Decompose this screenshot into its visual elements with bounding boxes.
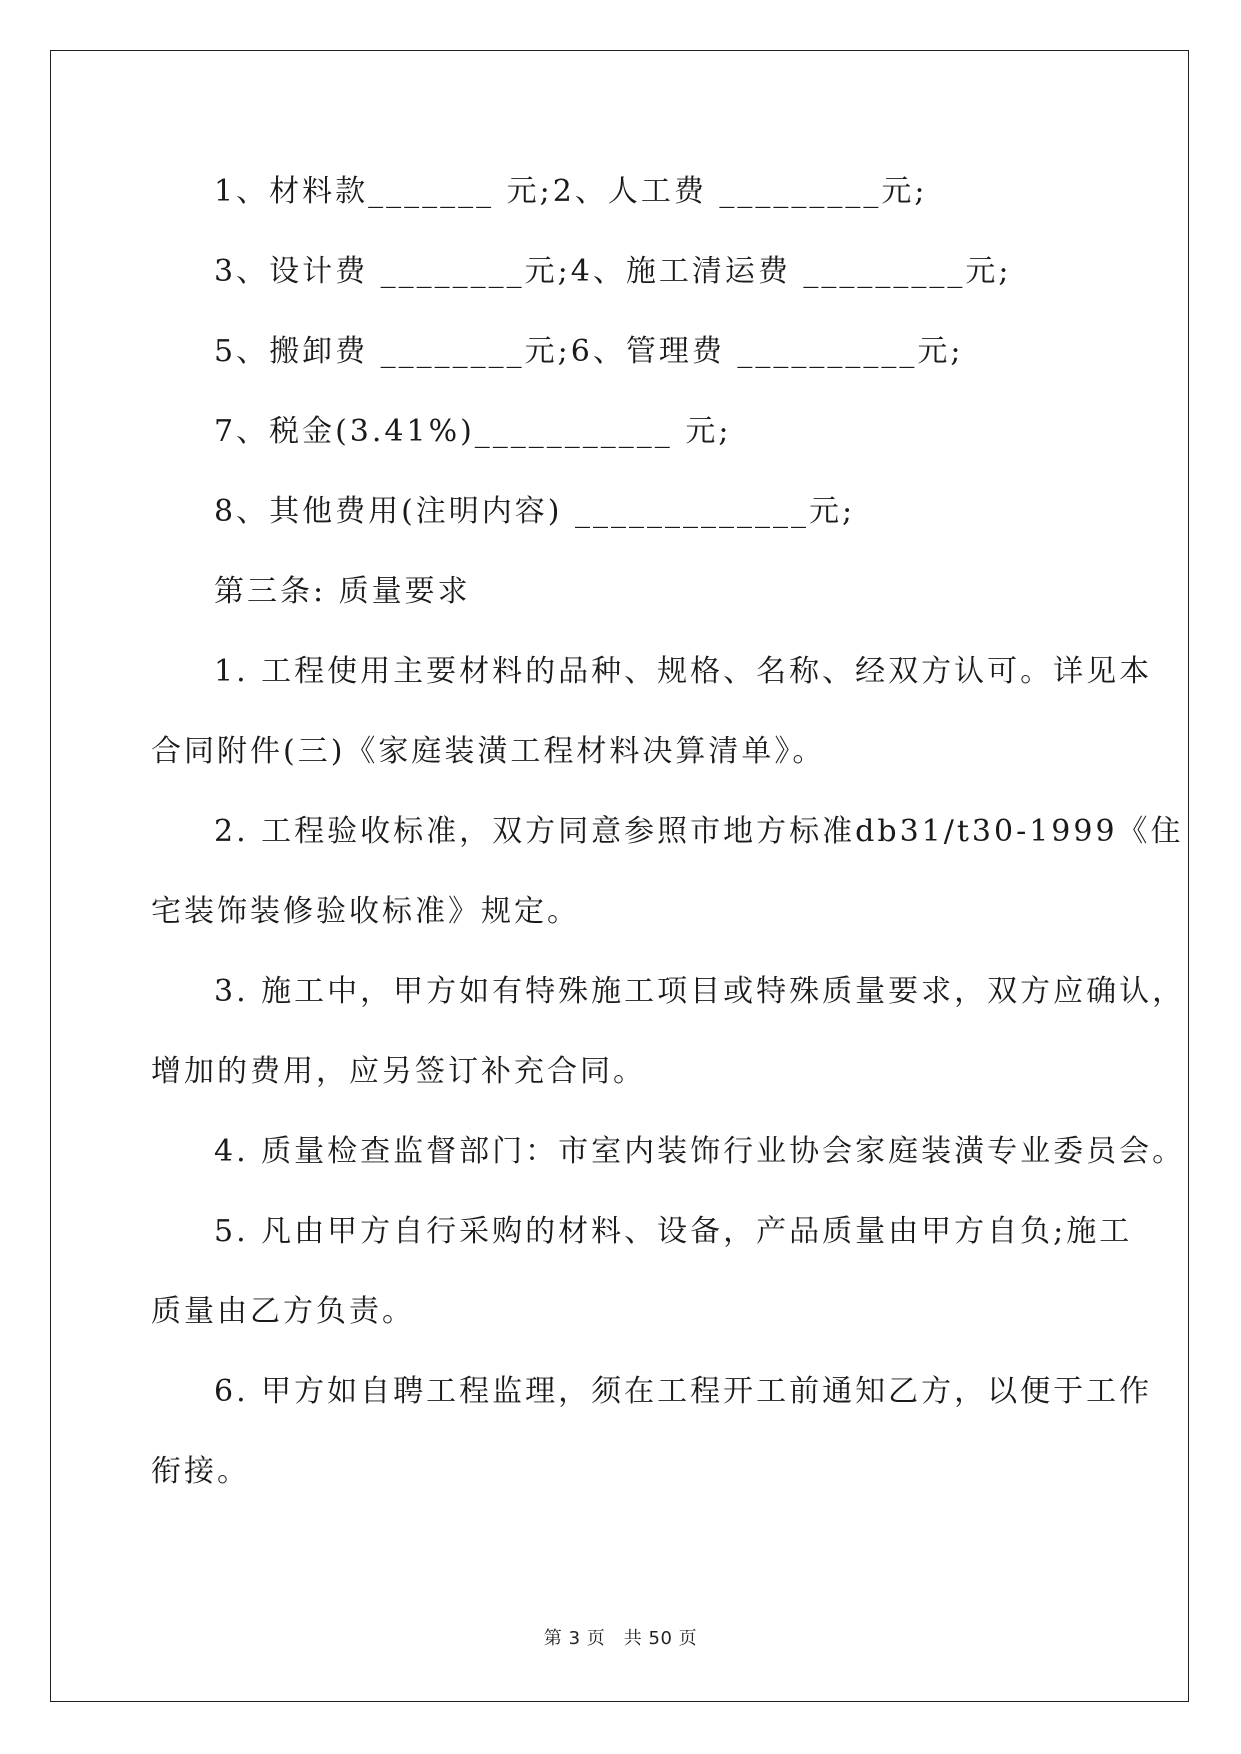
section-heading: 第三条: 质量要求 — [214, 574, 471, 609]
clause-5-line-1: 5. 凡由甲方自行采购的材料、设备，产品质量由甲方自负;施工 — [214, 1214, 1133, 1249]
clause-1-line-2: 合同附件(三)《家庭装潢工程材料决算清单》。 — [151, 734, 826, 769]
clause-2-line-1: 2. 工程验收标准，双方同意参照市地方标准db31/t30-1999《住 — [214, 814, 1184, 849]
fee-line-2: 3、设计费 ________元;4、施工清运费 _________元; — [214, 254, 1012, 289]
clause-2-line-2: 宅装饰装修验收标准》规定。 — [151, 894, 580, 929]
clause-3-line-2: 增加的费用，应另签订补充合同。 — [151, 1054, 646, 1089]
fee-line-1: 1、材料款_______ 元;2、人工费 _________元; — [214, 174, 928, 209]
clause-6-line-1: 6. 甲方如自聘工程监理，须在工程开工前通知乙方，以便于工作 — [214, 1374, 1153, 1409]
fee-line-3: 5、搬卸费 ________元;6、管理费 __________元; — [214, 334, 964, 369]
clause-4-line-1: 4. 质量检查监督部门：市室内装饰行业协会家庭装潢专业委员会。 — [214, 1134, 1186, 1169]
clause-6-line-2: 衔接。 — [151, 1454, 250, 1489]
clause-1-line-1: 1. 工程使用主要材料的品种、规格、名称、经双方认可。详见本 — [214, 654, 1153, 689]
page-number-footer: 第 3 页 共 50 页 — [543, 1628, 698, 1649]
fee-line-4: 7、税金(3.41%)___________ 元; — [214, 414, 732, 449]
clause-3-line-1: 3. 施工中，甲方如有特殊施工项目或特殊质量要求，双方应确认， — [214, 974, 1186, 1009]
fee-line-5: 8、其他费用(注明内容) _____________元; — [214, 494, 856, 529]
clause-5-line-2: 质量由乙方负责。 — [151, 1294, 415, 1329]
